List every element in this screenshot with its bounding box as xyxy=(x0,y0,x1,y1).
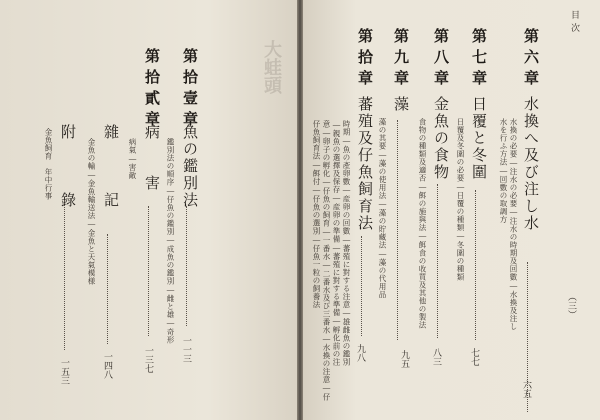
running-title: 目次 xyxy=(569,10,579,36)
miscellany-leader xyxy=(107,234,108,344)
chapter-8-page: 八三 xyxy=(431,348,441,366)
chapter-10-sub-2: ―親魚の選擇及保存―産卵の準備―蕃殖に對する準備―孵化前の注 xyxy=(332,120,341,366)
chapter-9-title: 藻 xyxy=(392,96,410,113)
miscellany-page: 一四八 xyxy=(102,352,112,379)
book-gutter xyxy=(297,0,303,420)
chapter-12-number: 第拾貳章 xyxy=(143,48,161,132)
chapter-11-number: 第拾壹章 xyxy=(181,48,199,132)
chapter-12-title: 病 害 xyxy=(143,124,161,192)
chapter-8-number: 第八章 xyxy=(432,28,450,91)
chapter-7-leader xyxy=(475,190,476,340)
chapter-8-sub-1: 食物の種類及適否―餌の施與法―餌食の收買及其他の製法 xyxy=(418,118,427,329)
chapter-7-title: 日覆と冬圍 xyxy=(470,96,488,181)
show-through-text: 大蛙頭 xyxy=(261,40,282,94)
chapter-12-page: 一三七 xyxy=(143,346,153,373)
chapter-6-sub-1: 水換の必要―注水の必要―注水の時期及回數―水換及注し xyxy=(509,118,518,331)
chapter-6-title: 水換へ及び注し水 xyxy=(522,96,540,232)
miscellany-sub-1: 金魚の輸―金魚輸送法―金魚と天氣模様 xyxy=(87,138,96,285)
chapter-12-leader xyxy=(148,206,149,336)
chapter-11-leader xyxy=(186,206,187,326)
chapter-11-title: 魚の鑑別法 xyxy=(181,124,199,209)
chapter-7-number: 第七章 xyxy=(470,28,488,91)
chapter-9-number: 第九章 xyxy=(392,28,410,91)
chapter-9-sub-1: 藻の其要―藻の使用法―藻の貯藏法―藻の代用品 xyxy=(378,118,387,299)
chapter-10-number: 第拾章 xyxy=(356,28,374,91)
chapter-8-title: 金魚の食物 xyxy=(432,96,450,181)
chapter-10-sub-3: 意―卵子の孵化―仔魚の飼育―一番水―二番水及び三番水―水換の注意―仔 xyxy=(322,120,331,401)
chapter-9-page: 九五 xyxy=(399,350,409,368)
appendix-leader xyxy=(64,200,65,350)
chapter-10-leader xyxy=(361,236,362,336)
chapter-10-sub-1: 時期―魚の產卵數―産卵の回數―蕃殖に對する注意―雄雌魚の鑑別 xyxy=(342,120,351,366)
appendix-title: 附 錄 xyxy=(59,124,77,209)
chapter-10-page: 九八 xyxy=(355,344,365,362)
chapter-8-leader xyxy=(437,184,438,338)
miscellany-title: 雜 記 xyxy=(102,124,120,209)
chapter-7-sub-1: 日覆及冬圍の必要―日覆の種類―冬圍の種類 xyxy=(456,118,465,281)
page-number: （三） xyxy=(566,292,576,319)
chapter-10-title: 蕃殖及仔魚飼育法 xyxy=(356,96,374,232)
chapter-10-sub-4: 仔魚飼育法―餌付―仔魚の選別―仔魚一粒の飼養法 xyxy=(312,120,321,309)
appendix-page: 一五三 xyxy=(59,358,69,385)
chapter-6-number: 第六章 xyxy=(522,28,540,91)
chapter-9-leader xyxy=(397,120,398,340)
chapter-11-sub-1: 鑑別法の順序―仔魚の鑑別―成魚の鑑別―雌と雄―奇形 xyxy=(166,138,175,344)
chapter-11-page: 一一三 xyxy=(181,336,191,363)
chapter-7-page: 七七 xyxy=(469,348,479,366)
appendix-sub-1: 金魚飼育 年中行事 xyxy=(44,128,53,200)
chapter-6-sub-2: 水を行ふ方法―回數の取調方 xyxy=(499,118,508,224)
chapter-12-sub-1: 病氣―害敵 xyxy=(128,138,137,180)
chapter-6-page: 六五 xyxy=(521,380,531,398)
